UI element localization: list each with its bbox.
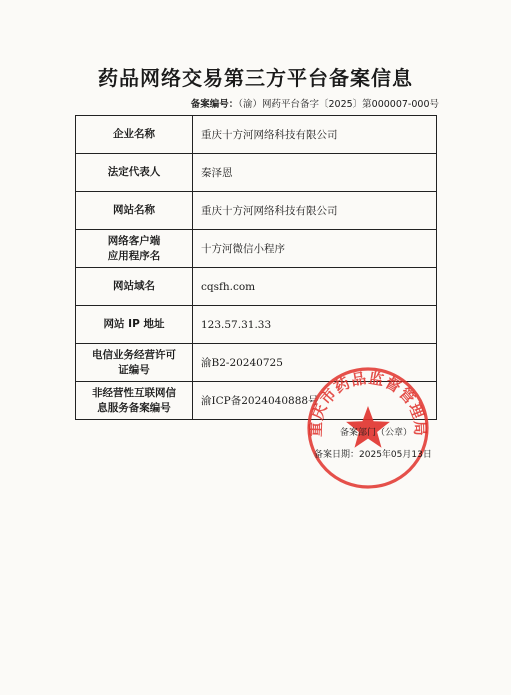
table-row bbox=[76, 230, 437, 268]
row-key bbox=[76, 230, 193, 268]
row-key: 网站名称 bbox=[76, 192, 193, 230]
row-value: 重庆十方河网络科技有限公司 bbox=[193, 192, 437, 230]
row-value: cqsfh.com bbox=[193, 268, 437, 306]
row-key: 企业名称 bbox=[76, 116, 193, 154]
record-number bbox=[191, 96, 439, 110]
seal-date bbox=[314, 447, 432, 460]
seal-date-value: 2025年05月13日 bbox=[359, 450, 432, 460]
table-row bbox=[76, 192, 437, 230]
row-value: 渝B2-20240725 bbox=[193, 344, 437, 382]
table-row bbox=[76, 306, 437, 344]
row-value: 十方河微信小程序 bbox=[193, 230, 437, 268]
row-key-line1: 非经营性互联网信 bbox=[92, 386, 176, 399]
row-key: 法定代表人 bbox=[76, 154, 193, 192]
table-row bbox=[76, 268, 437, 306]
seal-ring-textpath: 重庆市药品监督管理局 bbox=[306, 368, 430, 438]
table-row bbox=[76, 116, 437, 154]
table-row bbox=[76, 154, 437, 192]
row-key: 网站 IP 地址 bbox=[76, 306, 193, 344]
record-number-value: （渝）网药平台备字〔2025〕第000007-000号 bbox=[238, 99, 439, 110]
seal-date-label: 备案日期： bbox=[314, 450, 360, 460]
row-key-line2: 证编号 bbox=[118, 363, 150, 376]
seal-department: 备案部门（公章） bbox=[340, 428, 413, 438]
row-value: 重庆十方河网络科技有限公司 bbox=[193, 116, 437, 154]
row-value: 渝ICP备2024040888号 bbox=[193, 382, 437, 420]
row-key bbox=[76, 344, 193, 382]
row-key bbox=[76, 382, 193, 420]
row-key-line1: 电信业务经营许可 bbox=[92, 348, 176, 361]
row-key-line2: 应用程序名 bbox=[107, 249, 161, 262]
row-value: 秦泽恩 bbox=[193, 154, 437, 192]
document-title: 药品网络交易第三方平台备案信息 bbox=[98, 66, 413, 90]
record-number-label: 备案编号： bbox=[190, 99, 239, 110]
row-value: 123.57.31.33 bbox=[193, 306, 437, 344]
row-key: 网站域名 bbox=[76, 268, 193, 306]
row-key-line1: 网络客户端 bbox=[107, 234, 161, 247]
row-key-line2: 息服务备案编号 bbox=[97, 401, 171, 414]
